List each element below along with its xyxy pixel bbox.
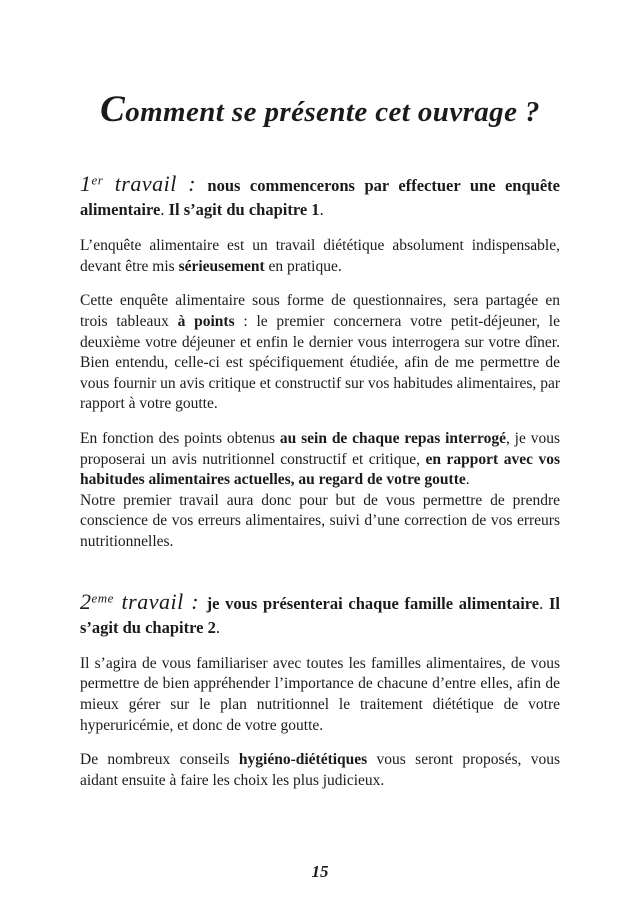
text-segment: Cette enquête alimentaire sous forme de questionnaires, sera partagée en trois tableaux — [80, 292, 560, 330]
text-segment: , je vous proposerai un avis nutritionnel constructif et critique, — [80, 430, 560, 468]
text-segment: er — [91, 172, 104, 188]
text-segment: nous commencerons par effectuer une enquête alimentaire — [80, 176, 560, 220]
paragraph — [80, 169, 560, 222]
text-segment: travail : — [113, 588, 207, 614]
text-segment: Il s’agit du chapitre 2 — [80, 593, 560, 638]
text-segment: . — [215, 618, 220, 638]
text-segment: je vous présenterai chaque famille alimentaire — [206, 593, 540, 613]
paragraph — [80, 291, 560, 415]
text-segment: De nombreux conseils — [80, 751, 239, 769]
text-segment: en pratique. — [264, 257, 342, 275]
text-segment: : le premier concernera votre petit-déjeuner, le deuxième votre déjeuner et enfin le dernier vous interrogera sur votre dîner. Bien entendu, celle-ci est spécifiquement étudiée, afin de me permettre de vous fournir un avis critique et constructif sur vos habitudes alimentaires, par rapport à votre goutte. — [80, 312, 560, 413]
text-segment: 2 — [80, 588, 92, 614]
paragraph — [80, 654, 560, 736]
page-number: 15 — [311, 862, 329, 881]
text-segment: L’enquête alimentaire est un travail diététique absolument indispensable, devant être mis — [80, 237, 560, 275]
text-segment: . — [160, 200, 169, 220]
text-segment: à points — [177, 312, 235, 330]
text-segment: Il s’agira de vous familiariser avec toutes les familles alimentaires, de vous permettre de bien appréhender l’importance de chacune d’entre elles, afin de mieux gérer sur le plan nutritionnel le traitement diététique de votre hyperuricémie, et donc de votre goutte. — [80, 654, 560, 734]
paragraph — [80, 587, 560, 640]
text-segment: Il s’agit du chapitre 1 — [168, 200, 320, 220]
text-segment: . — [539, 593, 549, 613]
text-segment: sérieusement — [178, 257, 265, 275]
text-segment: travail : — [103, 171, 208, 196]
text-segment: 1 — [80, 171, 92, 196]
paragraphs — [80, 169, 560, 791]
paragraph — [80, 236, 560, 277]
text-segment: en rapport avec vos habitudes alimentaires actuelles, au regard de votre goutte — [80, 450, 560, 489]
text-segment: au sein de chaque repas interrogé — [279, 430, 506, 447]
paragraph — [80, 429, 560, 491]
text-segment: Notre premier travail aura donc pour but de vous permettre de prendre conscience de vos erreurs alimentaires, suivi d’une correction de vos erreurs nutritionnelles. — [80, 491, 560, 551]
paragraph — [80, 750, 560, 791]
text-segment: eme — [91, 590, 114, 606]
text-segment: hygiéno-diététiques — [238, 751, 368, 769]
page-title: Comment se présente cet ouvrage ? — [100, 89, 540, 130]
text-segment: . — [465, 471, 470, 489]
paragraph — [80, 491, 560, 553]
text-segment: vous seront proposés, vous aidant ensuite à faire les choix les plus judicieux. — [80, 751, 560, 789]
text-segment: En fonction des points obtenus — [80, 430, 280, 447]
text-segment: . — [319, 200, 324, 220]
